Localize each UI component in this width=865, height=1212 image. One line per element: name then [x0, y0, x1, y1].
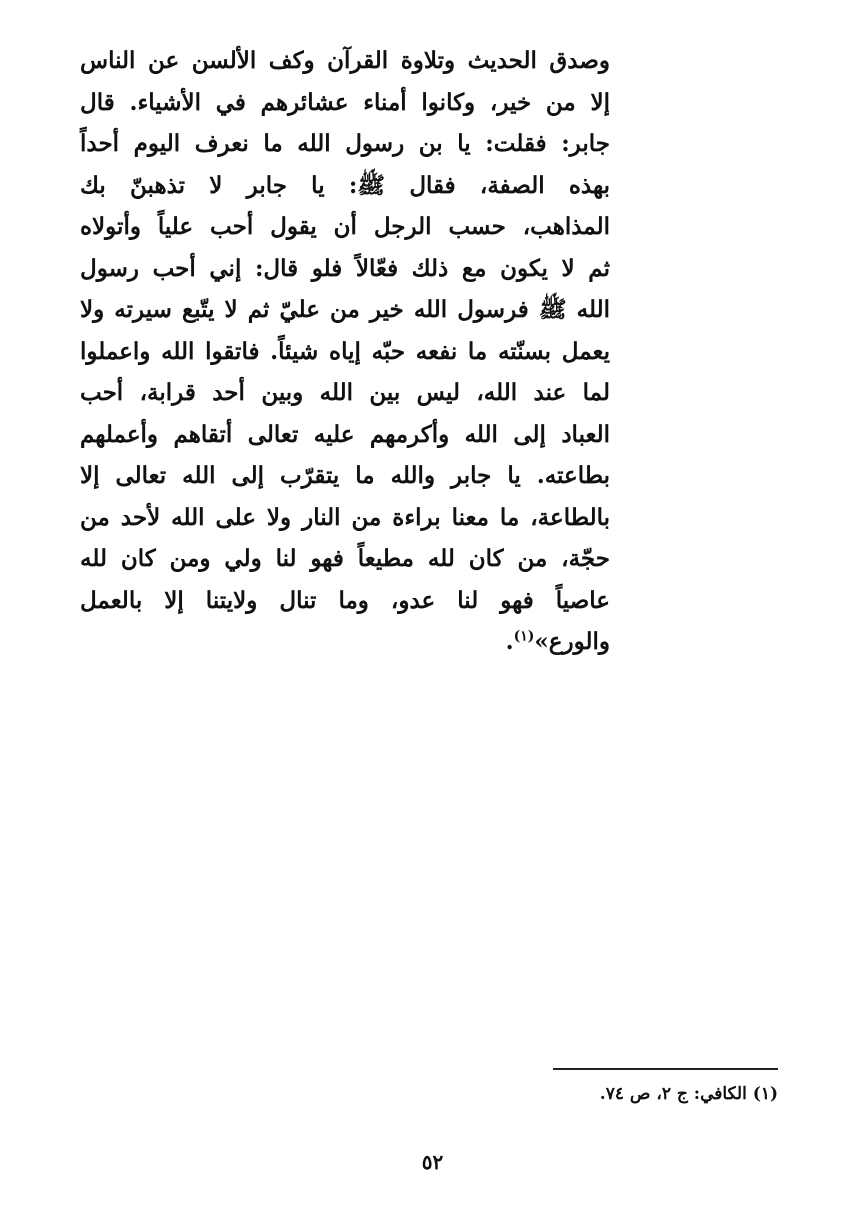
text-line-6: ثم لا يكون مع ذلك فعّالاً فلو قال: إني أحب رسول	[80, 254, 610, 282]
main-text-block	[80, 40, 610, 663]
footnote-separator	[553, 1068, 778, 1070]
text-line-11: بطاعته. يا جابر والله ما يتقرّب إلى الله تعالى إلا	[80, 462, 610, 489]
text-line-7: الله ﷺ فرسول الله خير من عليّ ثم لا يتّبع سيرته ولا	[80, 296, 610, 323]
text-line-9: لما عند الله، ليس بين الله وبين أحد قرابة، أحب	[80, 379, 610, 406]
last-line-text: والورع»	[534, 628, 610, 655]
page-number: ٥٢	[421, 1150, 444, 1174]
footnote-text: (١) الكافي: ج ٢، ص ٧٤.	[599, 1084, 778, 1104]
text-line-2: إلا من خير، وكانوا أمناء عشائرهم في الأشياء. قال	[80, 88, 610, 116]
text-line-12: بالطاعة، ما معنا براءة من النار ولا على الله لأحد من	[80, 503, 610, 531]
text-line-13: حجّة، من كان لله مطيعاً فهو لنا ولي ومن كان لله	[80, 545, 610, 572]
footnote-reference: (١)	[513, 628, 535, 645]
last-line-period: .	[505, 628, 514, 655]
text-line-8: يعمل بسنّته ما نفعه حبّه إياه شيئاً. فاتقوا الله واعملوا	[80, 337, 610, 365]
text-line-5: المذاهب، حسب الرجل أن يقول أحب علياً وأتولاه	[80, 213, 610, 240]
text-line-10: العباد إلى الله وأكرمهم عليه تعالى أتقاهم وأعملهم	[80, 420, 610, 448]
text-line-1: وصدق الحديث وتلاوة القرآن وكف الألسن عن الناس	[80, 47, 610, 74]
text-line-3: جابر: فقلت: يا بن رسول الله ما نعرف اليوم أحداً	[80, 130, 610, 157]
text-line-14: عاصياً فهو لنا عدو، وما تنال ولايتنا إلا بالعمل	[80, 586, 610, 614]
text-line-4: بهذه الصفة، فقال ﷺ: يا جابر لا تذهبنّ بك	[80, 171, 610, 199]
text-line-15	[80, 621, 610, 663]
